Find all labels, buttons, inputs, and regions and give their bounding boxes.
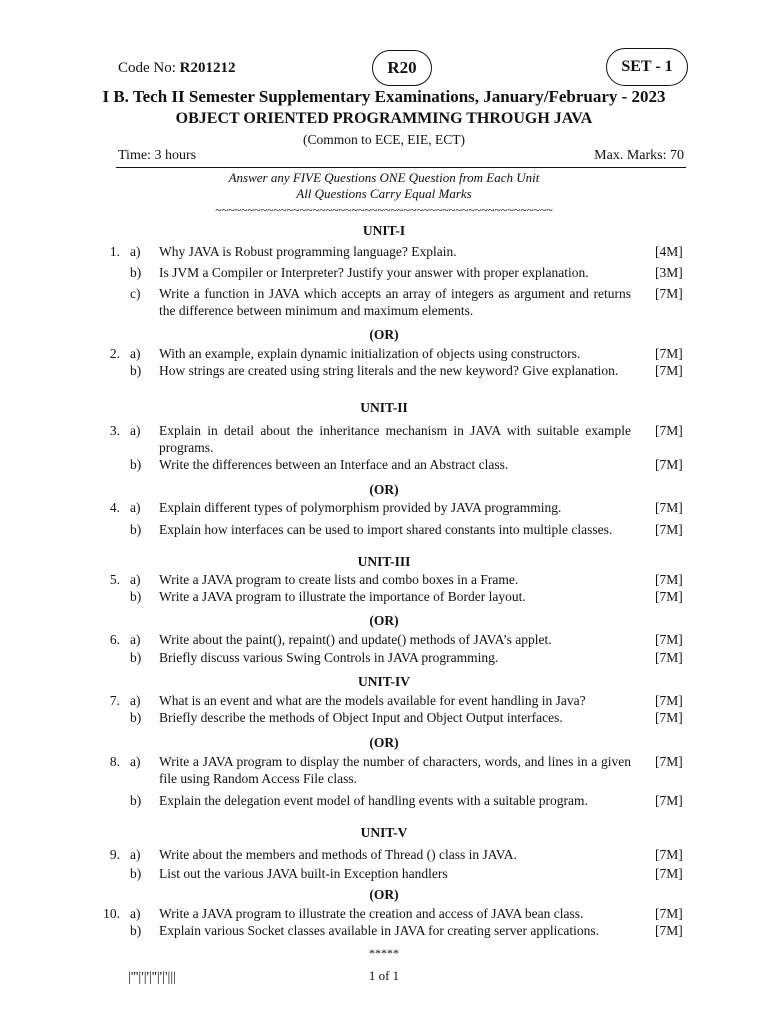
instruction-line-2: All Questions Carry Equal Marks xyxy=(296,186,472,201)
question-marks: [7M] xyxy=(655,500,683,515)
question-part: b) xyxy=(130,710,142,725)
header-divider xyxy=(116,167,686,168)
question-number: 7. xyxy=(109,693,120,708)
code-number xyxy=(118,60,236,77)
max-marks-label: Max. Marks: 70 xyxy=(594,148,684,163)
question-marks: [7M] xyxy=(655,793,683,808)
question-marks: [7M] xyxy=(655,906,683,921)
question-text: Explain how interfaces can be used to import shared constants into multiple classes. xyxy=(159,522,613,537)
question-text: Write a JAVA program to display the number of characters, words, and lines in a given file using Random Access File class. xyxy=(159,754,631,786)
unit-3-heading: UNIT-III xyxy=(357,554,411,569)
regulation-badge: R20 xyxy=(372,50,432,86)
question-marks: [7M] xyxy=(655,754,683,769)
question-number: 5. xyxy=(109,572,120,587)
question-marks: [7M] xyxy=(655,589,683,604)
common-branches: (Common to ECE, EIE, ECT) xyxy=(303,132,465,147)
tilde-separator: ~~~~~~~~~~~~~~~~~~~~~~~~~~~~~~~~~~~~~~~~~~~~~~~~~~~~ xyxy=(215,203,553,217)
question-text: With an example, explain dynamic initialization of objects using constructors. xyxy=(159,346,581,361)
question-marks: [7M] xyxy=(655,866,683,881)
or-separator: (OR) xyxy=(369,613,399,628)
question-part: a) xyxy=(130,693,141,708)
question-text: Write a JAVA program to create lists and combo boxes in a Frame. xyxy=(159,572,519,587)
barcode: |'''|'|'|''|'|'||| xyxy=(128,970,176,985)
question-text: List out the various JAVA built-in Exception handlers xyxy=(159,866,448,881)
unit-5-heading: UNIT-V xyxy=(360,825,408,840)
unit-2-heading: UNIT-II xyxy=(360,400,408,415)
question-text: Write a JAVA program to illustrate the creation and access of JAVA bean class. xyxy=(159,906,584,921)
question-marks: [7M] xyxy=(655,572,683,587)
question-number: 3. xyxy=(109,423,120,438)
question-text: Explain in detail about the inheritance mechanism in JAVA with suitable example programs. xyxy=(159,423,631,455)
question-text: Briefly discuss various Swing Controls in JAVA programming. xyxy=(159,650,499,665)
question-marks: [3M] xyxy=(655,265,683,280)
question-part: a) xyxy=(130,244,141,259)
page-number: 1 of 1 xyxy=(368,968,400,983)
question-part: b) xyxy=(130,866,142,881)
question-part: b) xyxy=(130,457,142,472)
question-part: a) xyxy=(130,500,141,515)
time-label: Time: 3 hours xyxy=(118,148,197,163)
question-part: a) xyxy=(130,346,141,361)
question-part: c) xyxy=(130,286,141,301)
or-separator: (OR) xyxy=(369,887,399,902)
question-marks: [7M] xyxy=(655,710,683,725)
question-marks: [7M] xyxy=(655,650,683,665)
or-separator: (OR) xyxy=(369,482,399,497)
question-text: Explain various Socket classes available in JAVA for creating server applications. xyxy=(159,923,600,938)
question-marks: [7M] xyxy=(655,286,683,301)
question-number: 10. xyxy=(103,906,120,921)
question-number: 9. xyxy=(109,847,120,862)
question-part: b) xyxy=(130,363,142,378)
question-text: Why JAVA is Robust programming language? Explain. xyxy=(159,244,457,259)
question-part: b) xyxy=(130,522,142,537)
question-number: 4. xyxy=(109,500,120,515)
question-text: Write a JAVA program to illustrate the importance of Border layout. xyxy=(159,589,526,604)
question-text: Explain the delegation event model of handling events with a suitable program. xyxy=(159,793,588,808)
question-text: What is an event and what are the models available for event handling in Java? xyxy=(159,693,586,708)
question-marks: [7M] xyxy=(655,632,683,647)
question-part: b) xyxy=(130,265,142,280)
question-text: Write the differences between an Interface and an Abstract class. xyxy=(159,457,509,472)
question-part: a) xyxy=(130,572,141,587)
question-text: Write about the members and methods of Thread () class in JAVA. xyxy=(159,847,517,862)
set-badge: SET - 1 xyxy=(606,48,688,86)
question-marks: [7M] xyxy=(655,346,683,361)
unit-4-heading: UNIT-IV xyxy=(357,674,411,689)
or-separator: (OR) xyxy=(369,327,399,342)
question-text: Write about the paint(), repaint() and update() methods of JAVA’s applet. xyxy=(159,632,552,647)
question-part: b) xyxy=(130,589,142,604)
end-stars: ***** xyxy=(369,946,399,960)
question-number: 2. xyxy=(109,346,120,361)
question-text: Is JVM a Compiler or Interpreter? Justify your answer with proper explanation. xyxy=(159,265,589,280)
question-number: 8. xyxy=(109,754,120,769)
question-part: a) xyxy=(130,906,141,921)
question-part: b) xyxy=(130,923,142,938)
question-marks: [7M] xyxy=(655,847,683,862)
subject-title: OBJECT ORIENTED PROGRAMMING THROUGH JAVA xyxy=(175,110,593,127)
question-part: a) xyxy=(130,632,141,647)
question-marks: [7M] xyxy=(655,423,683,438)
instruction-line-1: Answer any FIVE Questions ONE Question from Each Unit xyxy=(228,170,540,185)
question-number: 1. xyxy=(109,244,120,259)
exam-title: I B. Tech II Semester Supplementary Examinations, January/February - 2023 xyxy=(102,87,666,106)
code-label: Code No: xyxy=(118,60,176,76)
question-part: b) xyxy=(130,650,142,665)
question-text: Explain different types of polymorphism provided by JAVA programming. xyxy=(159,500,562,515)
question-text: Write a function in JAVA which accepts an array of integers as argument and returns the difference between minimum and maximum elements. xyxy=(159,286,631,318)
code-value: R201212 xyxy=(179,60,236,76)
question-marks: [7M] xyxy=(655,522,683,537)
question-marks: [4M] xyxy=(655,244,683,259)
question-number: 6. xyxy=(109,632,120,647)
question-part: a) xyxy=(130,423,141,438)
unit-1-heading: UNIT-I xyxy=(362,223,406,238)
question-marks: [7M] xyxy=(655,923,683,938)
question-marks: [7M] xyxy=(655,693,683,708)
question-marks: [7M] xyxy=(655,363,683,378)
or-separator: (OR) xyxy=(369,735,399,750)
question-text: How strings are created using string literals and the new keyword? Give explanation. xyxy=(159,363,619,378)
question-part: b) xyxy=(130,793,142,808)
question-part: a) xyxy=(130,754,141,769)
question-part: a) xyxy=(130,847,141,862)
question-marks: [7M] xyxy=(655,457,683,472)
question-text: Briefly describe the methods of Object Input and Object Output interfaces. xyxy=(159,710,563,725)
